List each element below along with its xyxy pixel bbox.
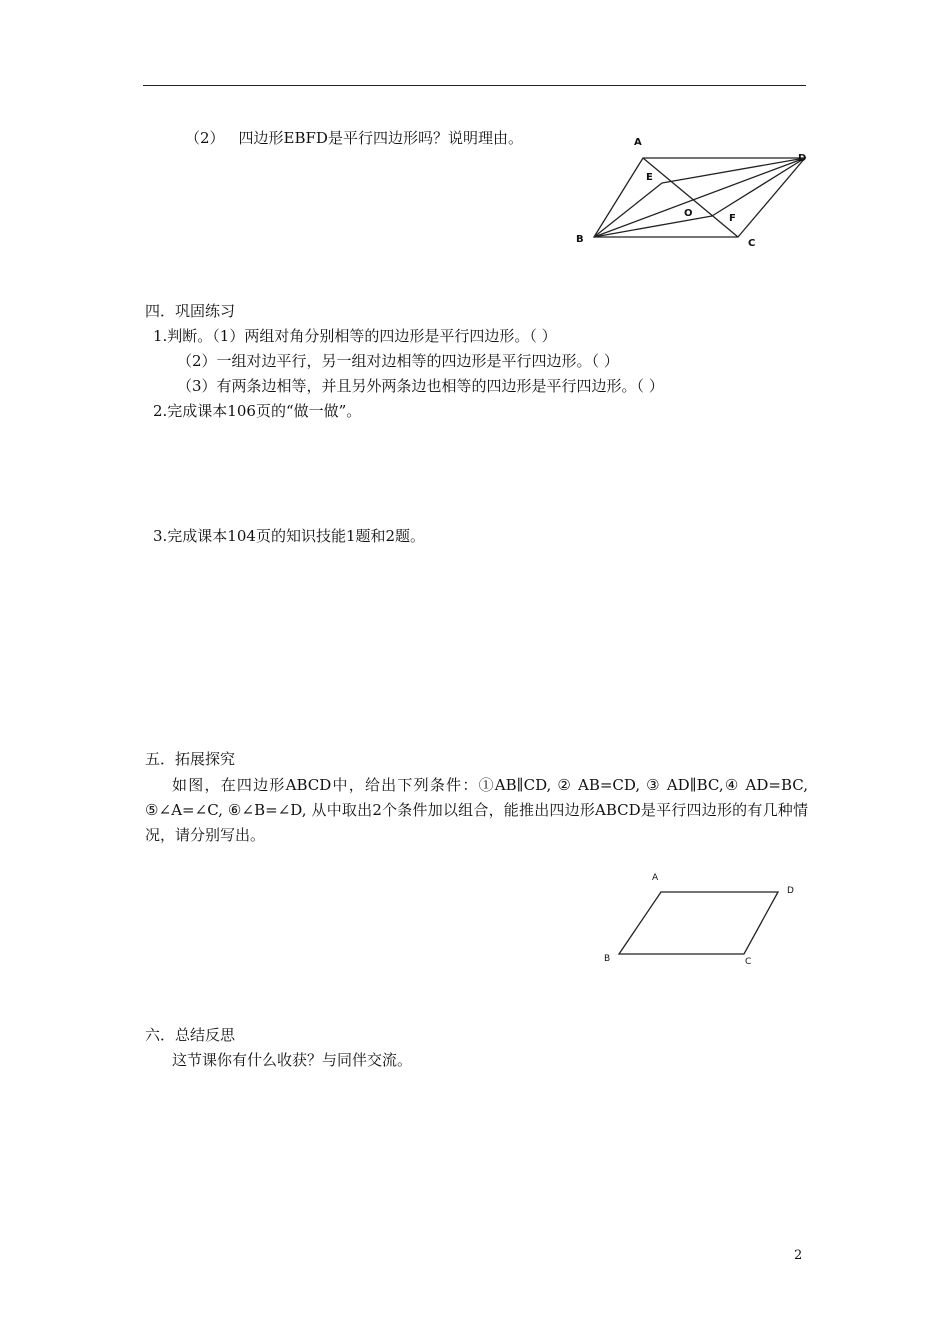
page-number: 2	[794, 1248, 803, 1263]
diagonal-bd	[594, 158, 805, 237]
label-b: B	[576, 234, 584, 245]
exercise-1-2: （2）一组对边平行，另一组对边相等的四边形是平行四边形。（ ）	[177, 352, 619, 370]
exercise-1-3: （3）有两条边相等，并且另外两条边也相等的四边形是平行四边形。（ ）	[177, 377, 664, 395]
label-d: D	[787, 886, 794, 896]
section-6-title: 六．总结反思	[145, 1026, 236, 1044]
label-c: C	[745, 957, 752, 967]
figure-parallelogram-ebfd	[570, 128, 820, 253]
section-6-text: 这节课你有什么收获？与同伴交流。	[172, 1051, 413, 1069]
exercise-3: 3.完成课本104页的知识技能1题和2题。	[153, 527, 426, 545]
exercise-2: 2.完成课本106页的“做一做”。	[153, 402, 362, 420]
section-5-paragraph: 如图，在四边形ABCD中，给出下列条件：①AB∥CD, ② AB=CD, ③ AD∥BC,④ AD=BC, ⑤∠A=∠C, ⑥∠B=∠D, 从中取出2个条件加以组合，能推出四边形ABCD是平行四边形的有几种情况，请分别写出。	[145, 776, 808, 844]
parallelogram-outline	[619, 892, 778, 954]
question-2	[185, 128, 523, 148]
label-f: F	[729, 213, 736, 224]
section-5-title: 五．拓展探究	[145, 750, 236, 768]
question-2-text: 四边形EBFD是平行四边形吗？说明理由。	[238, 129, 523, 147]
question-2-number: （2）	[185, 129, 225, 147]
label-b: B	[604, 954, 611, 964]
label-e: E	[646, 172, 653, 183]
label-a: A	[634, 137, 642, 148]
label-a: A	[652, 873, 659, 883]
segment-be	[594, 183, 662, 237]
section-4-title: 四．巩固练习	[145, 302, 236, 320]
exercise-1-1: 1.判断。（1）两组对角分别相等的四边形是平行四边形。（ ）	[153, 327, 557, 345]
segment-ed	[662, 158, 805, 183]
header-rule	[143, 85, 806, 86]
label-o: O	[684, 208, 693, 219]
figure-parallelogram-abcd	[595, 868, 805, 968]
label-c: C	[748, 238, 756, 249]
segment-bf	[594, 216, 712, 237]
label-d: D	[798, 153, 807, 164]
